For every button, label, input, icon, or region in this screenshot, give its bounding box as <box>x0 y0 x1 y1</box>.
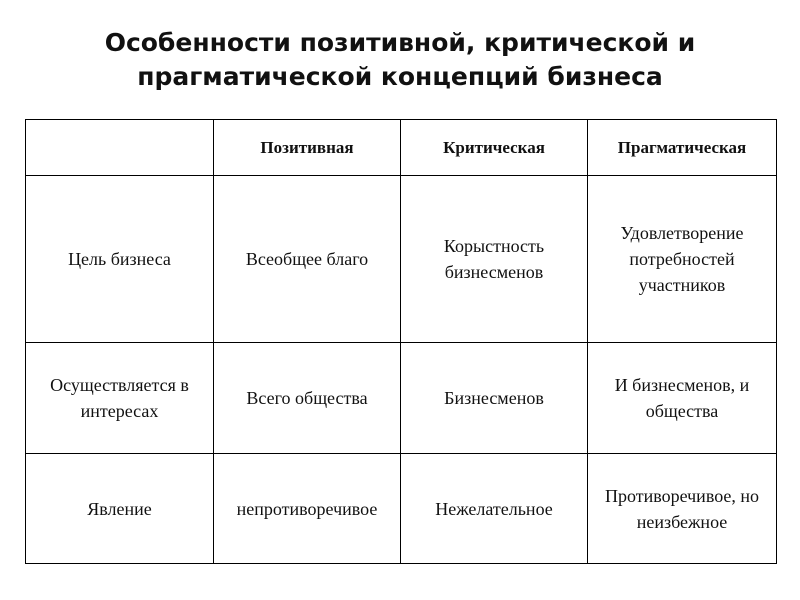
table-row <box>26 343 777 454</box>
table-cell: Всего общества <box>214 343 401 454</box>
table-cell: Противоречивое, но неизбежное <box>588 454 777 564</box>
row-label-cell: Цель бизнеса <box>26 176 214 343</box>
table-cell: Нежелательное <box>401 454 588 564</box>
table-cell: И бизнесменов, и общества <box>588 343 777 454</box>
page-title-line-1: Особенности позитивной, критической и <box>104 28 696 57</box>
table-cell: непротиворечивое <box>214 454 401 564</box>
table-header-row <box>26 120 777 176</box>
table-cell: Корыстность бизнесменов <box>401 176 588 343</box>
table-cell: Удовлетворение потребностей участников <box>588 176 777 343</box>
table-row <box>26 176 777 343</box>
table-cell: Бизнесменов <box>401 343 588 454</box>
page-title-line-2: прагматической концепций бизнеса <box>137 62 663 91</box>
page-title <box>0 26 800 94</box>
row-label-cell: Явление <box>26 454 214 564</box>
header-cell-critical: Критическая <box>401 120 588 176</box>
row-label-cell: Осуществляется в интересах <box>26 343 214 454</box>
table-row <box>26 454 777 564</box>
concepts-comparison-table <box>25 119 777 564</box>
header-cell-positive: Позитивная <box>214 120 401 176</box>
header-cell-empty <box>26 120 214 176</box>
header-cell-pragmatic: Прагматическая <box>588 120 777 176</box>
table-cell: Всеобщее благо <box>214 176 401 343</box>
